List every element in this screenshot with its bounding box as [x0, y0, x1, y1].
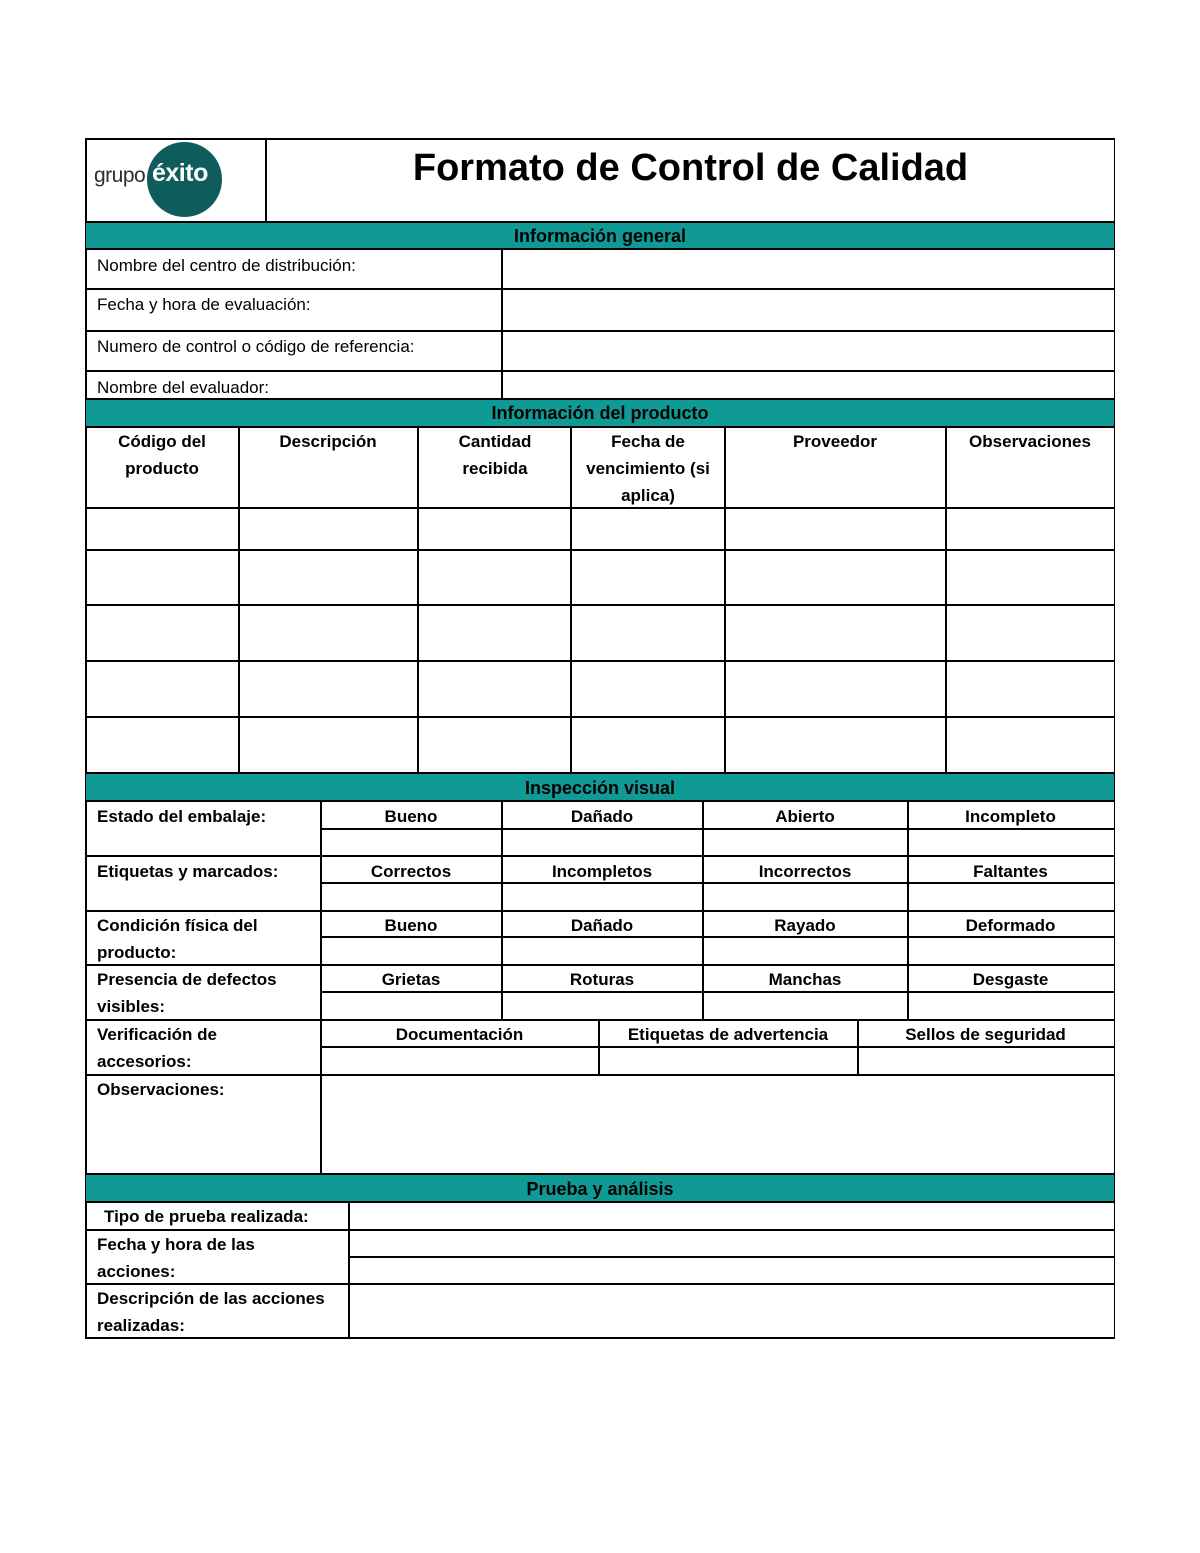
checkbox-defects-breaks[interactable]	[503, 993, 702, 1019]
checkbox-defects-stains[interactable]	[704, 993, 907, 1019]
col-quantity-received: Cantidad recibida	[458, 432, 532, 478]
visible-defects-label: Presencia de defectos visibles:	[97, 970, 277, 1016]
logo-prefix: grupo	[94, 164, 146, 187]
evaluation-datetime-label: Fecha y hora de evaluación:	[97, 295, 311, 314]
option-packaging-incomplete: Incompleto	[965, 807, 1056, 826]
checkbox-accessories-warning-labels[interactable]	[600, 1048, 857, 1074]
checkbox-condition-scratched[interactable]	[704, 938, 907, 964]
grupo-exito-logo	[92, 140, 262, 220]
checkbox-condition-damaged[interactable]	[503, 938, 702, 964]
checkbox-defects-wear[interactable]	[909, 993, 1113, 1019]
option-accessories-warning-labels: Etiquetas de advertencia	[627, 1025, 829, 1044]
option-accessories-documentation: Documentación	[395, 1025, 524, 1044]
test-type-label: Tipo de prueba realizada:	[104, 1207, 309, 1226]
actions-description-field[interactable]	[350, 1285, 1113, 1337]
general-info-heading: Información general	[513, 226, 687, 246]
actions-description-label: Descripción de las acciones realizadas:	[97, 1289, 325, 1335]
checkbox-condition-good[interactable]	[322, 938, 501, 964]
checkbox-packaging-good[interactable]	[322, 830, 501, 855]
distribution-center-field[interactable]	[503, 250, 1113, 288]
checkbox-packaging-damaged[interactable]	[503, 830, 702, 855]
control-number-field[interactable]	[503, 332, 1113, 370]
table-row[interactable]	[87, 551, 1113, 604]
col-description: Descripción	[279, 432, 377, 451]
evaluator-name-label: Nombre del evaluador:	[97, 378, 269, 397]
evaluator-name-field[interactable]	[503, 372, 1113, 398]
checkbox-condition-deformed[interactable]	[909, 938, 1113, 964]
checkbox-labels-missing[interactable]	[909, 884, 1113, 910]
col-observations: Observaciones	[969, 432, 1091, 451]
option-condition-deformed: Deformado	[965, 916, 1056, 935]
observations-label: Observaciones:	[97, 1080, 225, 1099]
table-row[interactable]	[87, 509, 1113, 549]
option-defects-wear: Desgaste	[972, 970, 1049, 989]
checkbox-labels-incorrect[interactable]	[704, 884, 907, 910]
option-labels-missing: Faltantes	[973, 862, 1048, 881]
checkbox-accessories-security-seals[interactable]	[859, 1048, 1113, 1074]
col-expiry-date: Fecha de vencimiento (si aplica)	[586, 432, 710, 505]
actions-datetime-field[interactable]	[350, 1231, 1113, 1283]
checkbox-packaging-open[interactable]	[704, 830, 907, 855]
option-labels-incorrect: Incorrectos	[758, 862, 852, 881]
option-defects-stains: Manchas	[768, 970, 842, 989]
col-supplier: Proveedor	[792, 432, 878, 451]
visual-inspection-heading: Inspección visual	[524, 778, 676, 798]
product-info-heading: Información del producto	[491, 403, 709, 423]
page-title: Formato de Control de Calidad	[412, 147, 969, 189]
checkbox-labels-incomplete[interactable]	[503, 884, 702, 910]
packaging-state-label: Estado del embalaje:	[97, 807, 267, 826]
table-row[interactable]	[87, 662, 1113, 716]
option-condition-scratched: Rayado	[774, 916, 836, 935]
physical-condition-label: Condición física del producto:	[97, 916, 258, 962]
labels-markings-label: Etiquetas y marcados:	[97, 862, 279, 881]
option-accessories-security-seals: Sellos de seguridad	[905, 1025, 1066, 1044]
option-packaging-damaged: Dañado	[570, 807, 634, 826]
table-row[interactable]	[87, 606, 1113, 660]
option-labels-incomplete: Incompletos	[551, 862, 653, 881]
option-condition-good: Bueno	[384, 916, 438, 935]
checkbox-packaging-incomplete[interactable]	[909, 830, 1113, 855]
option-defects-cracks: Grietas	[381, 970, 441, 989]
checkbox-labels-correct[interactable]	[322, 884, 501, 910]
test-type-field[interactable]	[350, 1203, 1113, 1229]
option-packaging-open: Abierto	[775, 807, 835, 826]
checkbox-defects-cracks[interactable]	[322, 993, 501, 1019]
table-row[interactable]	[87, 718, 1113, 772]
checkbox-accessories-documentation[interactable]	[322, 1048, 598, 1074]
option-packaging-good: Bueno	[384, 807, 438, 826]
accessories-check-label: Verificación de accesorios:	[97, 1025, 217, 1071]
evaluation-datetime-field[interactable]	[503, 290, 1113, 330]
observations-field[interactable]	[322, 1076, 1113, 1173]
actions-datetime-label: Fecha y hora de las acciones:	[97, 1235, 255, 1281]
test-analysis-heading: Prueba y análisis	[526, 1179, 674, 1199]
option-defects-breaks: Roturas	[569, 970, 635, 989]
option-labels-correct: Correctos	[370, 862, 452, 881]
option-condition-damaged: Dañado	[570, 916, 634, 935]
logo-brand: éxito	[152, 159, 208, 187]
col-product-code: Código del producto	[118, 432, 206, 478]
distribution-center-label: Nombre del centro de distribución:	[97, 256, 356, 275]
control-number-label: Numero de control o código de referencia:	[97, 337, 415, 356]
